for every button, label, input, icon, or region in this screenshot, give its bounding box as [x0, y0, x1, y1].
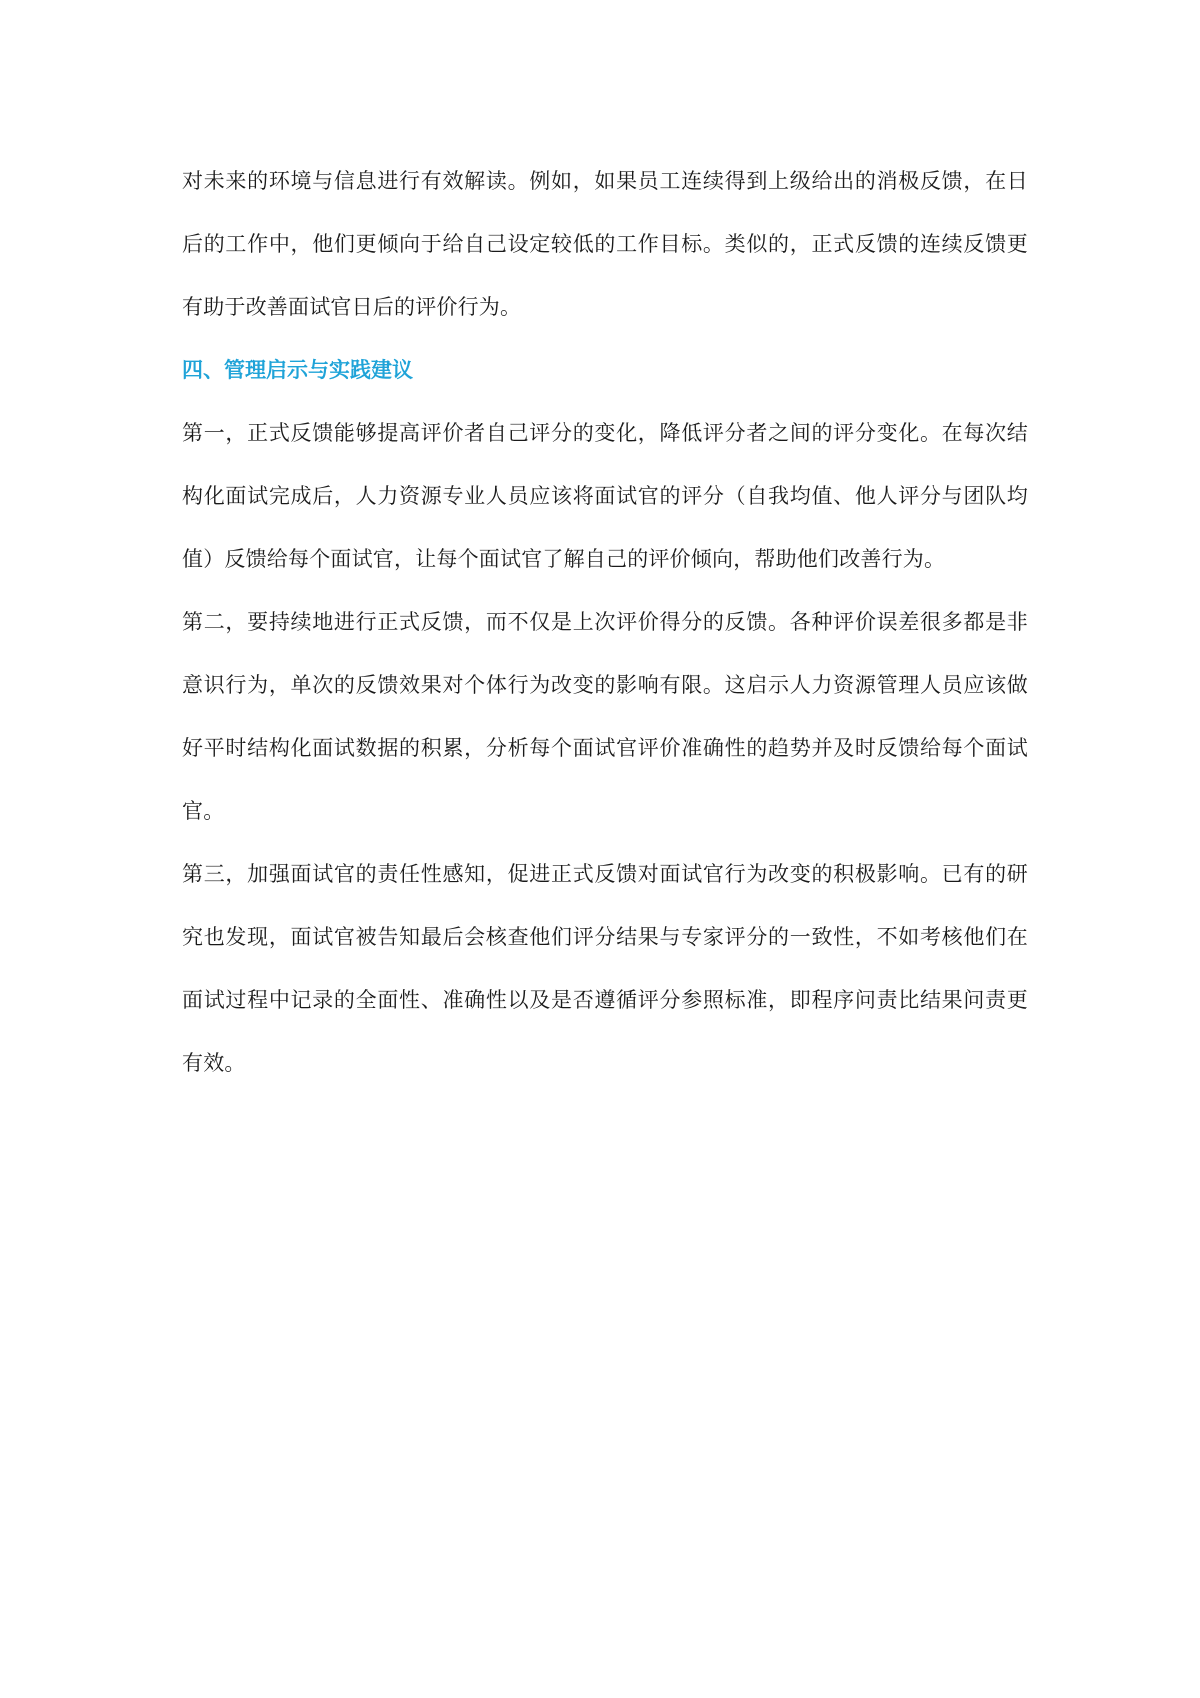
paragraph-first: 第一，正式反馈能够提高评价者自己评分的变化，降低评分者之间的评分变化。在每次结构化面试完成后，人力资源专业人员应该将面试官的评分（自我均值、他人评分与团队均值）反馈给每个面试官，让每个面试官了解自己的评价倾向，帮助他们改善行为。 [182, 421, 1028, 571]
intro-paragraph: 对未来的环境与信息进行有效解读。例如，如果员工连续得到上级给出的消极反馈，在日后的工作中，他们更倾向于给自己设定较低的工作目标。类似的，正式反馈的连续反馈更有助于改善面试官日后的评价行为。 [182, 169, 1028, 319]
paragraph-third: 第三，加强面试官的责任性感知，促进正式反馈对面试官行为改变的积极影响。已有的研究也发现，面试官被告知最后会核查他们评分结果与专家评分的一致性，不如考核他们在面试过程中记录的全面性、准确性以及是否遵循评分参照标准，即程序问责比结果问责更有效。 [182, 862, 1028, 1075]
document-body [182, 150, 1028, 1095]
paragraph-second: 第二，要持续地进行正式反馈，而不仅是上次评价得分的反馈。各种评价误差很多都是非意识行为，单次的反馈效果对个体行为改变的影响有限。这启示人力资源管理人员应该做好平时结构化面试数据的积累，分析每个面试官评价准确性的趋势并及时反馈给每个面试官。 [182, 610, 1028, 823]
section-heading: 四、管理启示与实践建议 [182, 358, 413, 382]
